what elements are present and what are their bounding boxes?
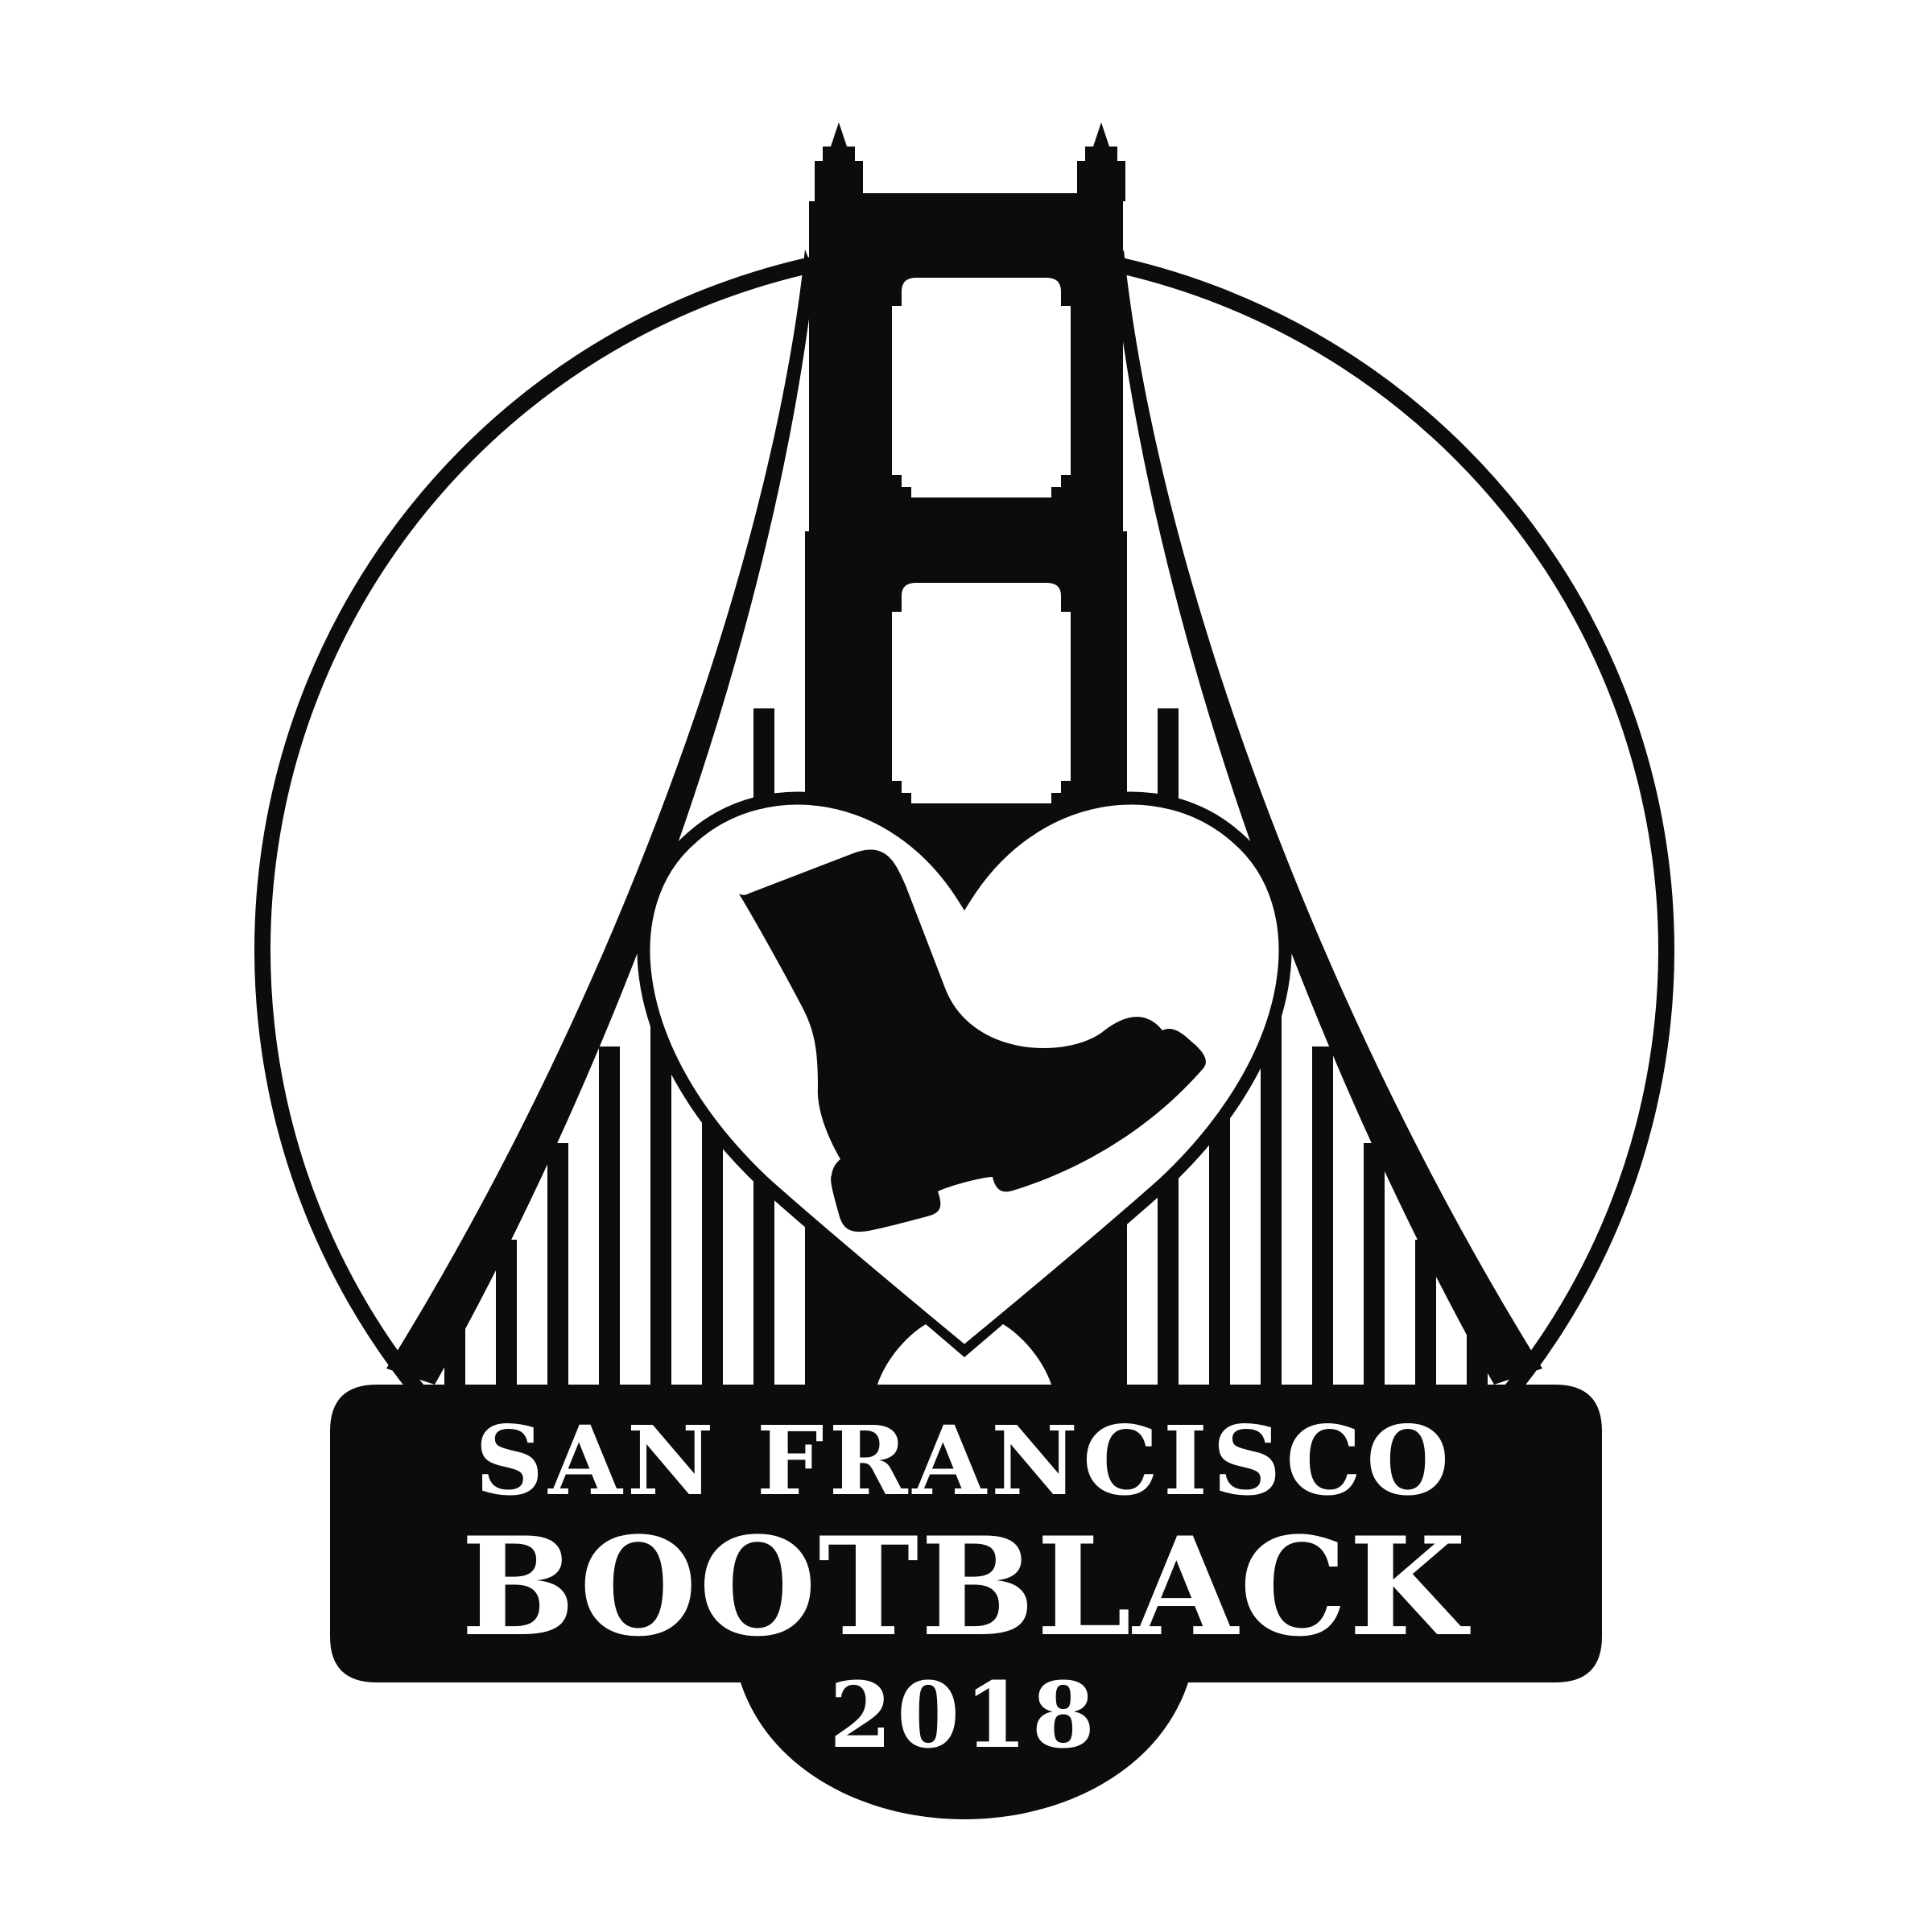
tower-window-lower	[892, 583, 1071, 803]
tower-window-upper	[892, 278, 1071, 497]
banner-line-1: SAN FRANCISCO	[475, 1405, 1454, 1517]
banner-year: 2018	[829, 1663, 1100, 1769]
banner	[330, 1385, 1602, 1819]
banner-line-2: BOOTBLACK	[460, 1507, 1468, 1666]
